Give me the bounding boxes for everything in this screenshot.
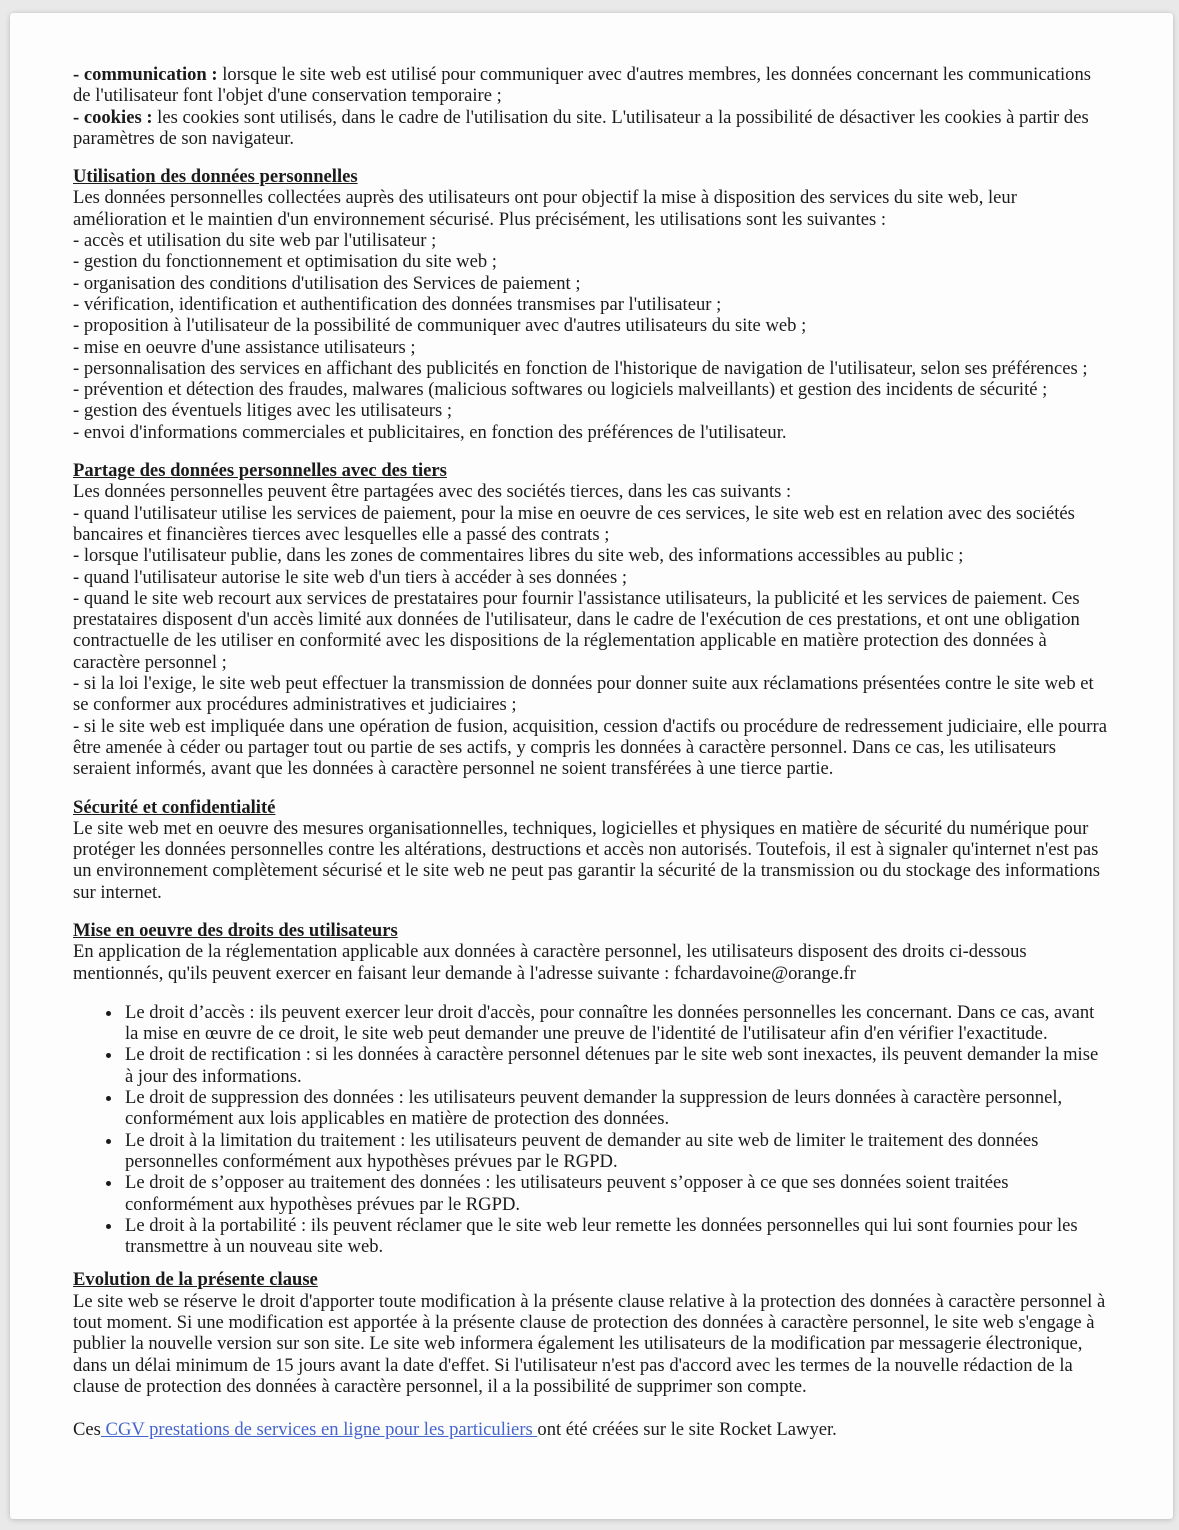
intro-cookies-paragraph xyxy=(73,107,1111,150)
droits-paragraph xyxy=(73,941,1111,984)
evolution-paragraph: Le site web se réserve le droit d'apporter toute modification à la présente clause relative à la protection des données à caractère personnel à tout moment. Si une modification est apportée à la présente clause de protection des données à caractère personnel, le site web s'engage à publier la nouvelle version sur son site. Le site web informera également les utilisateurs de la modification par messagerie électronique, dans un délai minimum de 15 jours avant la date d'effet. Si l'utilisateur n'est pas d'accord avec les termes de la nouvelle rédaction de la clause de protection des données à caractère personnel, il a la possibilité de supprimer son compte. xyxy=(73,1290,1106,1397)
dash-item: - quand le site web recourt aux services de prestataires pour fournir l'assistance utilisateurs, la publicité et les services de paiement. Ces prestataires disposent d'un accès limité aux données de l'utilisateur, dans le cadre de l'exécution de ces prestations, et ont une obligation contractuelle de les utiliser en conformité avec les dispositions de la réglementation applicable en matière protection des données à caractère personnel ; xyxy=(73,587,1080,673)
dash-item: - mise en oeuvre d'une assistance utilisateurs ; xyxy=(73,336,416,358)
section-evolution xyxy=(73,1269,1111,1397)
securite-paragraph: Le site web met en oeuvre des mesures organisationnelles, techniques, logicielles et physiques en matière de sécurité du numérique pour protéger les données personnelles contre les altérations, destructions et accès non autorisés. Toutefois, il est à signaler qu'internet n'est pas un environnement complètement sécurisé et le site web ne peut pas garantir la sécurité de la transmission ou du stockage des informations sur internet. xyxy=(73,817,1100,903)
section-heading-partage: Partage des données personnelles avec des tiers xyxy=(73,460,447,482)
dash-item: - personnalisation des services en affichant des publicités en fonction de l'historique de navigation de l'utilisateur, selon ses préférences ; xyxy=(73,357,1088,379)
intro-cookies-label: - cookies : xyxy=(73,106,153,128)
rights-item-acces: • Le droit d’accès : ils peuvent exercer leur droit d'accès, pour connaître les données personnelles les concernant. Dans ce cas, avant la mise en œuvre de ce droit, le site web peut demander une preuve de l'identité de l'utilisateur afin d'en vérifier l'exactitude. xyxy=(123,1002,1111,1045)
section-heading-droits: Mise en oeuvre des droits des utilisateurs xyxy=(73,919,398,941)
section-heading-evolution: Evolution de la présente clause xyxy=(73,1269,318,1291)
intro-communication-paragraph xyxy=(73,64,1111,107)
footer-prefix: Ces xyxy=(73,1419,101,1441)
utilisation-lead: Les données personnelles collectées auprès des utilisateurs ont pour objectif la mise à disposition des services du site web, leur amélioration et le maintien d'un environnement sécurisé. Plus précisément, les utilisations sont les suivantes : xyxy=(73,187,1017,230)
dash-item: - proposition à l'utilisateur de la possibilité de communiquer avec d'autres utilisateurs du site web ; xyxy=(73,315,807,337)
intro-communication-text: lorsque le site web est utilisé pour communiquer avec d'autres membres, les données concernant les communications de l'utilisateur font l'objet d'une conservation temporaire ; xyxy=(73,64,1091,107)
dash-item: - lorsque l'utilisateur publie, dans les zones de commentaires libres du site web, des informations accessibles au public ; xyxy=(73,545,964,567)
dash-item: - gestion des éventuels litiges avec les utilisateurs ; xyxy=(73,400,453,422)
dash-item: - envoi d'informations commerciales et publicitaires, en fonction des préférences de l'utilisateur. xyxy=(73,421,787,443)
dash-item: - si la loi l'exige, le site web peut effectuer la transmission de données pour donner suite aux réclamations présentées contre le site web et se conformer aux procédures administratives et judiciaires ; xyxy=(73,673,1094,716)
partage-lead: Les données personnelles peuvent être partagées avec des sociétés tierces, dans les cas suivants : xyxy=(73,481,792,503)
rights-item-rectification: • Le droit de rectification : si les données à caractère personnel détenues par le site web sont inexactes, ils peuvent demander la mise à jour des informations. xyxy=(123,1044,1111,1087)
rights-item-limitation: • Le droit à la limitation du traitement : les utilisateurs peuvent de demander au site web de limiter le traitement des données personnelles conformément aux hypothèses prévues par le RGPD. xyxy=(123,1130,1111,1173)
section-securite xyxy=(73,797,1111,903)
intro-cookies-text: les cookies sont utilisés, dans le cadre de l'utilisation du site. L'utilisateur a la possibilité de désactiver les cookies à partir des paramètres de son navigateur. xyxy=(73,106,1089,149)
section-heading-securite: Sécurité et confidentialité xyxy=(73,796,276,818)
dash-item: - gestion du fonctionnement et optimisation du site web ; xyxy=(73,251,497,273)
dash-item: - vérification, identification et authentification des données transmises par l'utilisateur ; xyxy=(73,293,722,315)
dash-item: - si le site web est impliquée dans une opération de fusion, acquisition, cession d'actifs ou procédure de redressement judiciaire, elle pourra être amenée à céder ou partager tout ou partie de ses actifs, y compris les données à caractère personnel. Dans ce cas, les utilisateurs seraient informés, avant que les données à caractère personnel ne soient transférées à une tierce partie. xyxy=(73,715,1107,780)
rights-item-opposition: • Le droit de s’opposer au traitement des données : les utilisateurs peuvent s’opposer à ce que ses données soient traitées conformément aux hypothèses prévues par le RGPD. xyxy=(123,1172,1111,1215)
dash-item: - quand l'utilisateur utilise les services de paiement, pour la mise en oeuvre de ces services, le site web est en relation avec des sociétés bancaires et financières tierces avec lesquelles elle a passé des contrats ; xyxy=(73,502,1075,545)
section-utilisation xyxy=(73,166,1111,443)
dash-item: - accès et utilisation du site web par l'utilisateur ; xyxy=(73,230,437,252)
cgv-link[interactable]: CGV prestations de services en ligne pour les particuliers xyxy=(100,1419,538,1441)
dash-item: - prévention et détection des fraudes, malwares (malicious softwares ou logiciels malveillants) et gestion des incidents de sécurité ; xyxy=(73,379,1048,401)
footer-suffix: ont été créées sur le site Rocket Lawyer. xyxy=(537,1419,837,1441)
intro-communication-label: - communication : xyxy=(73,64,218,85)
section-partage xyxy=(73,460,1111,779)
rights-item-portabilite: • Le droit à la portabilité : ils peuvent réclamer que le site web leur remette les données personnelles qui lui sont fournies pour les transmettre à un nouveau site web. xyxy=(123,1215,1111,1258)
section-heading-utilisation: Utilisation des données personnelles xyxy=(73,166,358,188)
section-droits xyxy=(73,920,1111,1257)
rights-list xyxy=(73,1002,1111,1258)
rights-item-suppression: • Le droit de suppression des données : les utilisateurs peuvent demander la suppression de leurs données à caractère personnel, conformément aux lois applicables en matière de protection des données. xyxy=(123,1087,1111,1130)
document-page xyxy=(10,13,1173,1519)
dash-item: - organisation des conditions d'utilisation des Services de paiement ; xyxy=(73,272,581,294)
email-address: fchardavoine@orange.fr xyxy=(673,962,856,984)
droits-paragraph-text: En application de la réglementation applicable aux données à caractère personnel, les utilisateurs disposent des droits ci-dessous mentionnés, qu'ils peuvent exercer en faisant leur demande à l'adresse suivante : xyxy=(73,941,1027,984)
footer-paragraph xyxy=(73,1419,1111,1440)
dash-item: - quand l'utilisateur autorise le site web d'un tiers à accéder à ses données ; xyxy=(73,566,627,588)
